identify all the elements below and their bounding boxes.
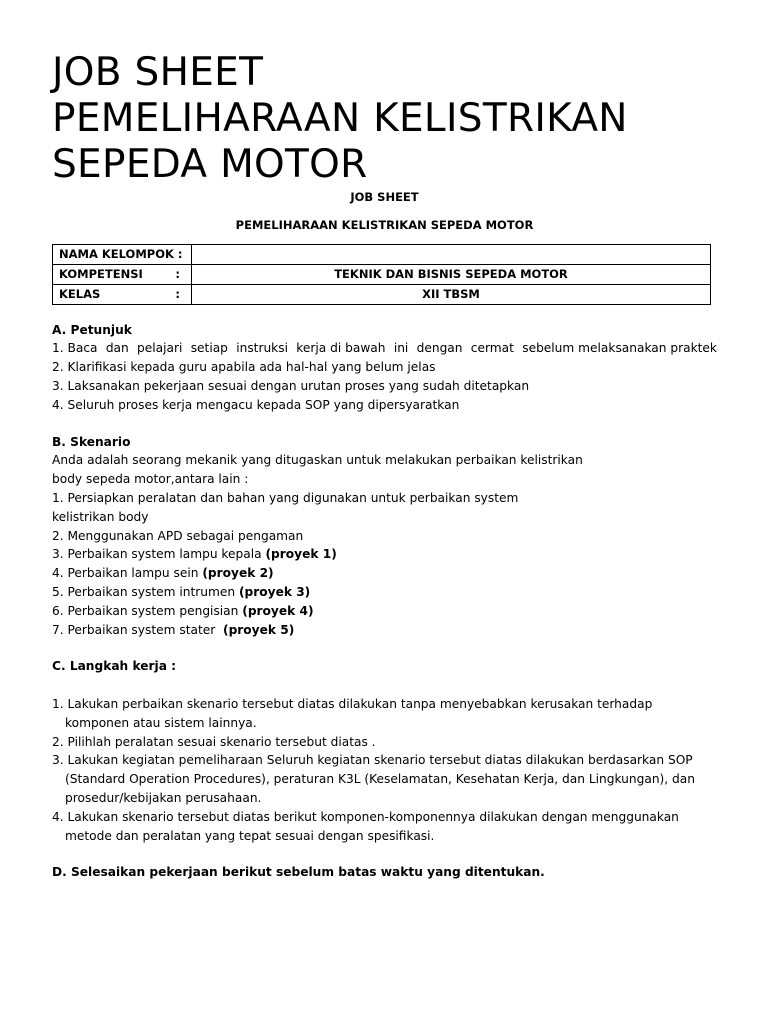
word: dengan	[416, 341, 463, 356]
document-body	[52, 188, 717, 882]
word: cermat	[470, 341, 514, 356]
list-item: 7. Perbaikan system stater (proyek 5)	[52, 622, 295, 637]
table-row	[53, 264, 711, 284]
list-item: 2. Menggunakan APD sebagai pengaman	[52, 528, 304, 543]
info-value-nama-kelompok	[192, 244, 711, 264]
word: sebelum melaksanakan praktek	[522, 341, 717, 356]
section-petunjuk	[52, 321, 717, 415]
section-title: A. Petunjuk	[52, 322, 132, 337]
info-table	[52, 244, 711, 305]
info-label-nama-kelompok: NAMA KELOMPOK :	[53, 244, 192, 264]
word: instruksi	[236, 341, 288, 356]
list-item: 1. Persiapkan peralatan dan bahan yang digunakan untuk perbaikan system	[52, 490, 519, 505]
list-item: 1. Lakukan perbaikan skenario tersebut diatas dilakukan tanpa menyebabkan kerusakan terhadap komponen atau sistem lainnya.	[52, 696, 653, 730]
list-item: 3. Laksanakan pekerjaan sesuai dengan urutan proses yang sudah ditetapkan	[52, 378, 530, 393]
list-item: 2. Pilihlah peralatan sesuai skenario tersebut diatas .	[52, 734, 376, 749]
paragraph-line: body sepeda motor,antara lain :	[52, 472, 249, 487]
word: kerja di bawah	[296, 341, 386, 356]
header-title-line-3: SEPEDA MOTOR	[52, 142, 368, 187]
word: ini	[393, 341, 409, 356]
table-row	[53, 284, 711, 304]
list-item: 6. Perbaikan system pengisian (proyek 4)	[52, 603, 314, 618]
list-item: 3. Perbaikan system lampu kepala (proyek 1)	[52, 547, 337, 562]
word: dan	[105, 341, 129, 356]
list-item: 3. Lakukan kegiatan pemeliharaan Seluruh kegiatan skenario tersebut diatas dilakukan berdasarkan SOP (Standard Operation Procedures), peraturan K3L (Keselamatan, Kesehatan Kerja, dan Lingkungan), dan prosedur/kebijakan perusahaan.	[52, 753, 695, 805]
doc-subtitle: PEMELIHARAAN KELISTRIKAN SEPEDA MOTOR	[235, 217, 534, 232]
section-selesaikan	[52, 863, 717, 882]
info-label-kelas: KELAS :	[53, 284, 192, 304]
list-item-continuation: kelistrikan body	[52, 509, 149, 524]
list-item: 4. Lakukan skenario tersebut diatas berikut komponen-komponennya dilakukan dengan menggunakan metode dan peralatan yang tepat sesuai dengan spesifikasi.	[52, 809, 679, 843]
word: setiap	[190, 341, 228, 356]
info-value-kompetensi: TEKNIK DAN BISNIS SEPEDA MOTOR	[192, 264, 711, 284]
list-item	[52, 339, 717, 358]
info-label-kompetensi: KOMPETENSI :	[53, 264, 192, 284]
paragraph-line: Anda adalah seorang mekanik yang ditugaskan untuk melakukan perbaikan kelistrikan	[52, 453, 583, 468]
section-skenario	[52, 433, 717, 640]
list-item: 4. Seluruh proses kerja mengacu kepada SOP yang dipersyaratkan	[52, 397, 460, 412]
section-title: C. Langkah kerja :	[52, 659, 177, 674]
header-title-line-1: JOB SHEET	[52, 50, 264, 95]
table-row	[53, 244, 711, 264]
section-title: D. Selesaikan pekerjaan berikut sebelum batas waktu yang ditentukan.	[52, 865, 545, 880]
section-langkah-kerja	[52, 657, 717, 845]
info-value-kelas: XII TBSM	[192, 284, 711, 304]
doc-title: JOB SHEET	[350, 190, 419, 204]
header-title	[52, 50, 628, 188]
word: pelajari	[137, 341, 183, 356]
list-item: 5. Perbaikan system intrumen (proyek 3)	[52, 584, 311, 599]
list-item: 2. Klarifikasi kepada guru apabila ada hal-hal yang belum jelas	[52, 360, 436, 375]
list-item: 4. Perbaikan lampu sein (proyek 2)	[52, 566, 274, 581]
header-title-line-2: PEMELIHARAAN KELISTRIKAN	[52, 96, 628, 141]
word: 1. Baca	[52, 341, 98, 356]
section-title: B. Skenario	[52, 434, 131, 449]
